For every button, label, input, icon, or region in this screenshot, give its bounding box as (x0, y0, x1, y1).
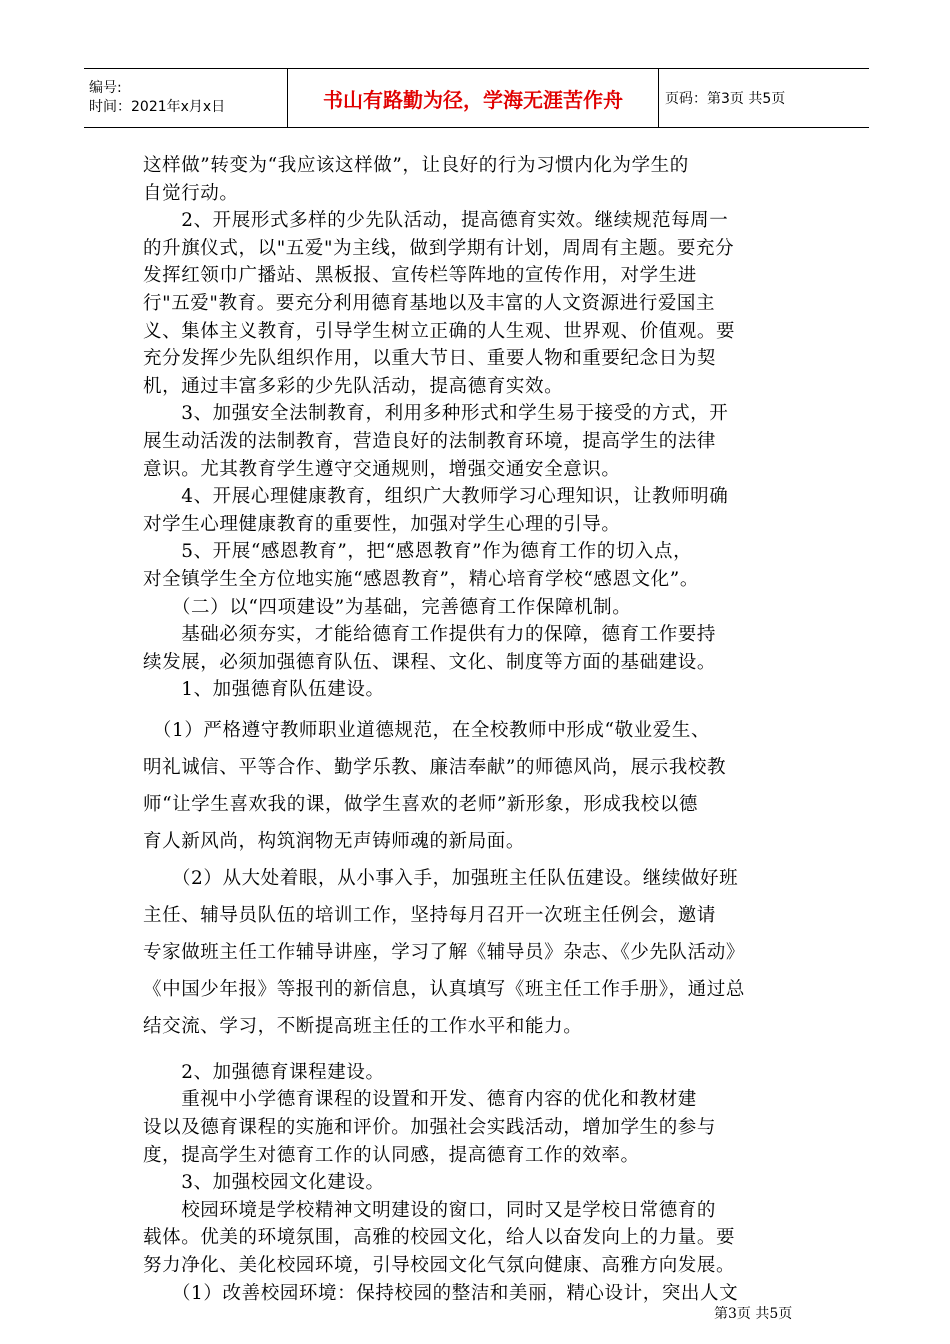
body-line: 机，通过丰富多彩的少先队活动，提高德育实效。 (143, 375, 564, 397)
body-line: 校园环境是学校精神文明建设的窗口，同时又是学校日常德育的 (143, 1199, 717, 1221)
header-page-info: 页码：第3页 共5页 (659, 69, 870, 128)
body-line: 对学生心理健康教育的重要性，加强对学生心理的引导。 (143, 513, 621, 535)
subsection-heading: 3、加强校园文化建设。 (143, 1172, 385, 1194)
body-line: 育人新风尚，构筑润物无声铸师魂的新局面。 (143, 830, 526, 852)
body-line: 设以及德育课程的实施和评价。加强社会实践活动，增加学生的参与 (143, 1117, 717, 1139)
body-line: 展生动活泼的法制教育，营造良好的法制教育环境，提高学生的法律 (143, 430, 717, 452)
body-line: 2、开展形式多样的少先队活动，提高德育实效。继续规范每周一 (143, 210, 729, 232)
body-line: 重视中小学德育课程的设置和开发、德育内容的优化和教材建 (143, 1089, 697, 1111)
body-line: 发挥红领巾广播站、黑板报、宣传栏等阵地的宣传作用，对学生进 (143, 265, 697, 287)
body-line: （2）从大处着眼，从小事入手，加强班主任队伍建设。继续做好班 (143, 867, 739, 889)
body-line: 专家做班主任工作辅导讲座，学习了解《辅导员》杂志、《少先队活动》 (143, 941, 745, 963)
subsection-heading: 1、加强德育队伍建设。 (143, 679, 385, 701)
body-line: 基础必须夯实，才能给德育工作提供有力的保障，德育工作要持 (143, 624, 717, 646)
body-line: 努力净化、美化校园环境，引导校园文化气氛向健康、高雅方向发展。 (143, 1255, 736, 1277)
subsection-heading: 2、加强德育课程建设。 (143, 1061, 385, 1083)
page-header (84, 68, 869, 128)
body-line: 师“让学生喜欢我的课，做学生喜欢的老师”新形象，形成我校以德 (143, 793, 698, 815)
document-number-label: 编号: (89, 80, 122, 96)
section-heading: （二）以“四项建设”为基础，完善德育工作保障机制。 (143, 596, 632, 618)
body-line: 的升旗仪式，以"五爱"为主线，做到学期有计划，周周有主题。要充分 (143, 237, 735, 259)
body-line: 4、开展心理健康教育，组织广大教师学习心理知识，让教师明确 (143, 486, 729, 508)
body-line: 主任、辅导员队伍的培训工作，坚持每月召开一次班主任例会，邀请 (143, 904, 717, 926)
body-line: 续发展，必须加强德育队伍、课程、文化、制度等方面的基础建设。 (143, 651, 717, 673)
body-line: （1）改善校园环境：保持校园的整洁和美丽，精心设计，突出人文 (143, 1282, 739, 1304)
header-motto: 书山有路勤为径，学海无涯苦作舟 (288, 69, 659, 128)
document-body (143, 152, 809, 1307)
body-line: 3、加强安全法制教育，利用多种形式和学生易于接受的方式，开 (143, 403, 729, 425)
body-line: 行"五爱"教育。要充分利用德育基地以及丰富的人文资源进行爱国主 (143, 292, 716, 314)
document-time-label: 时间：2021年x月x日 (89, 99, 226, 115)
body-line: 5、开展“感恩教育”，把“感恩教育”作为德育工作的切入点， (143, 541, 693, 563)
body-line: 对全镇学生全方位地实施“感恩教育”，精心培育学校“感恩文化”。 (143, 568, 699, 590)
body-line: （1）严格遵守教师职业道德规范，在全校教师中形成“敬业爱生、 (143, 719, 711, 741)
body-line: 《中国少年报》等报刊的新信息，认真填写《班主任工作手册》，通过总 (143, 978, 745, 1000)
body-line: 结交流、学习，不断提高班主任的工作水平和能力。 (143, 1015, 583, 1037)
body-line: 度，提高学生对德育工作的认同感，提高德育工作的效率。 (143, 1144, 640, 1166)
body-line: 意识。尤其教育学生遵守交通规则，增强交通安全意识。 (143, 458, 621, 480)
page-footer: 第3页 共5页 (714, 1306, 793, 1322)
body-line: 明礼诚信、平等合作、勤学乐教、廉洁奉献”的师德风尚，展示我校教 (143, 756, 727, 778)
body-line: 载体。优美的环境氛围，高雅的校园文化，给人以奋发向上的力量。要 (143, 1227, 736, 1249)
body-line: 自觉行动。 (143, 182, 239, 204)
body-line: 这样做”转变为“我应该这样做”，让良好的行为习惯内化为学生的 (143, 155, 689, 176)
body-line: 充分发挥少先队组织作用，以重大节日、重要人物和重要纪念日为契 (143, 348, 717, 370)
header-left-cell (84, 69, 288, 128)
body-line: 义、集体主义教育，引导学生树立正确的人生观、世界观、价值观。要 (143, 320, 736, 342)
